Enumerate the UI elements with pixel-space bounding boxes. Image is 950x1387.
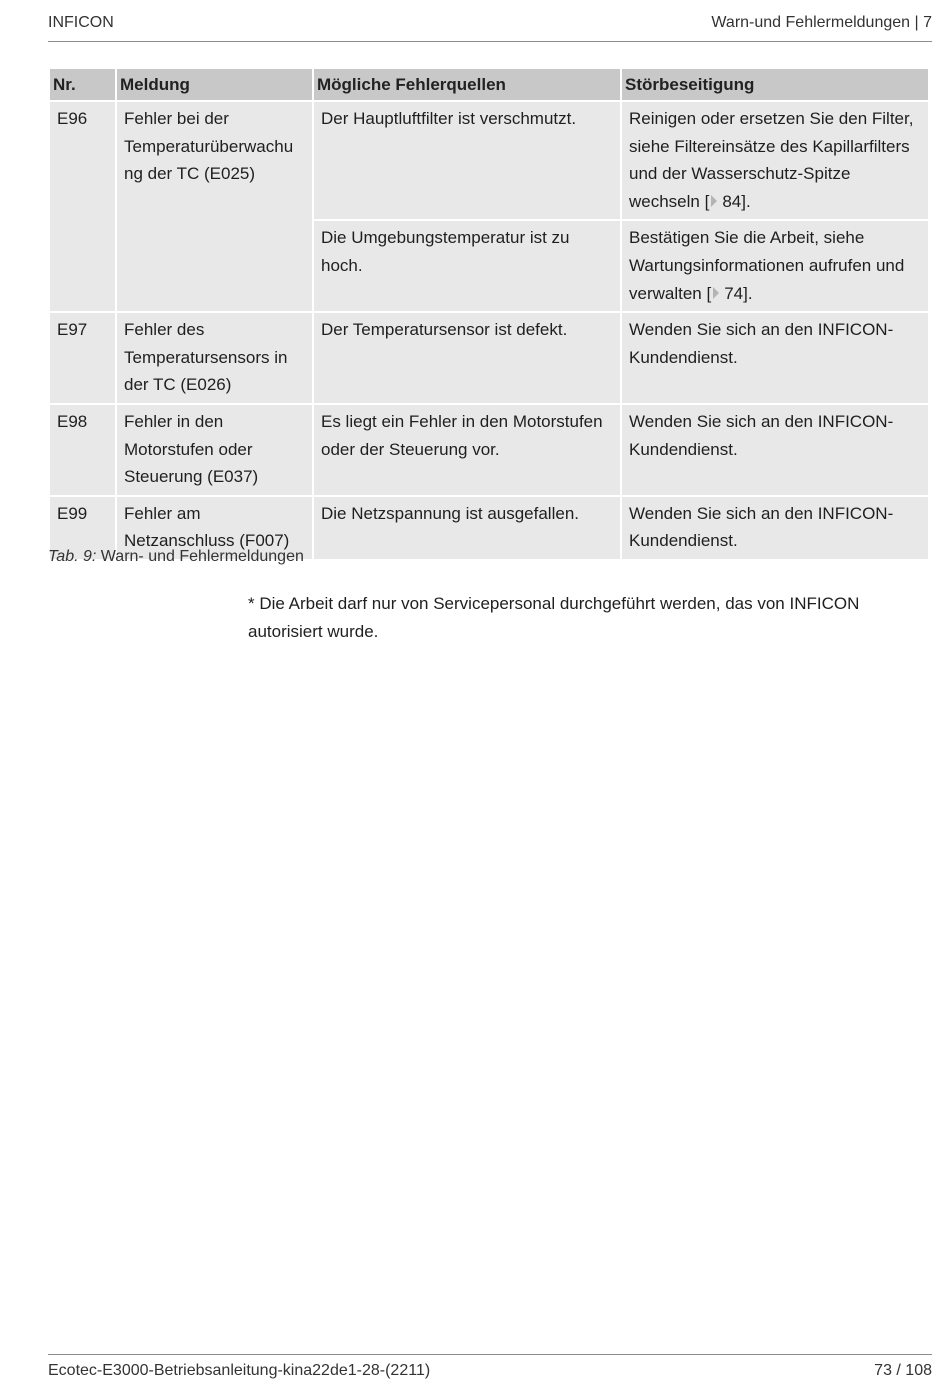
cell-cause: Der Hauptluftfilter ist verschmutzt. (313, 101, 621, 220)
cell-nr: E99 (49, 496, 116, 560)
cell-nr: E97 (49, 312, 116, 404)
page-footer (48, 1354, 932, 1384)
fix-text: Reinigen oder ersetzen Sie den Filter, siehe Filtereinsätze des Kapillarfilters und der Wasserschutz-Spitze wechseln [ (629, 109, 914, 211)
table-header-row (49, 68, 929, 101)
header-section: Warn-und Fehlermeldungen | 7 (711, 14, 932, 31)
error-table (48, 67, 930, 561)
cell-cause: Die Umgebungstemperatur ist zu hoch. (313, 220, 621, 312)
cell-meldung: Fehler des Temperatursensors in der TC (E026) (116, 312, 313, 404)
column-header-nr: Nr. (49, 68, 116, 101)
caption-label: Tab. 9: (48, 548, 97, 565)
cell-fix: Wenden Sie sich an den INFICON-Kundendienst. (621, 312, 929, 404)
cell-cause: Der Temperatursensor ist defekt. (313, 312, 621, 404)
table-row (49, 101, 929, 220)
header-brand: INFICON (48, 14, 114, 31)
column-header-fehlerquellen: Mögliche Fehlerquellen (313, 68, 621, 101)
cell-fix (621, 220, 929, 312)
table-caption (48, 548, 304, 566)
caption-text: Warn- und Fehlermeldungen (100, 548, 304, 565)
footer-page-number: 73 / 108 (874, 1362, 932, 1379)
column-header-stoerbeseitigung: Störbeseitigung (621, 68, 929, 101)
footer-document-id: Ecotec-E3000-Betriebsanleitung-kina22de1-28-(2211) (48, 1362, 431, 1379)
page-header (48, 12, 932, 42)
cell-meldung: Fehler am Netzanschluss (F007) (116, 496, 313, 560)
page-reference-link[interactable]: 84]. (722, 191, 751, 211)
cell-cause: Es liegt ein Fehler in den Motorstufen oder der Steuerung vor. (313, 404, 621, 496)
cell-fix: Wenden Sie sich an den INFICON-Kundendienst. (621, 496, 929, 560)
fix-text: Bestätigen Sie die Arbeit, siehe Wartungsinformationen aufrufen und verwalten [ (629, 228, 905, 303)
cell-fix (621, 101, 929, 220)
page-reference-link[interactable]: 74]. (724, 283, 753, 303)
cell-fix: Wenden Sie sich an den INFICON-Kundendienst. (621, 404, 929, 496)
cell-cause: Die Netzspannung ist ausgefallen. (313, 496, 621, 560)
cell-meldung: Fehler bei der Temperaturüberwachu ng der TC (E025) (116, 101, 313, 312)
reference-arrow-icon (711, 195, 717, 207)
service-note: * Die Arbeit darf nur von Servicepersonal durchgeführt werden, das von INFICON autorisiert wurde. (248, 594, 860, 641)
table-row (49, 404, 929, 496)
column-header-meldung: Meldung (116, 68, 313, 101)
cell-nr: E96 (49, 101, 116, 312)
reference-arrow-icon (713, 287, 719, 299)
table-row (49, 312, 929, 404)
cell-nr: E98 (49, 404, 116, 496)
cell-meldung: Fehler in den Motorstufen oder Steuerung (E037) (116, 404, 313, 496)
